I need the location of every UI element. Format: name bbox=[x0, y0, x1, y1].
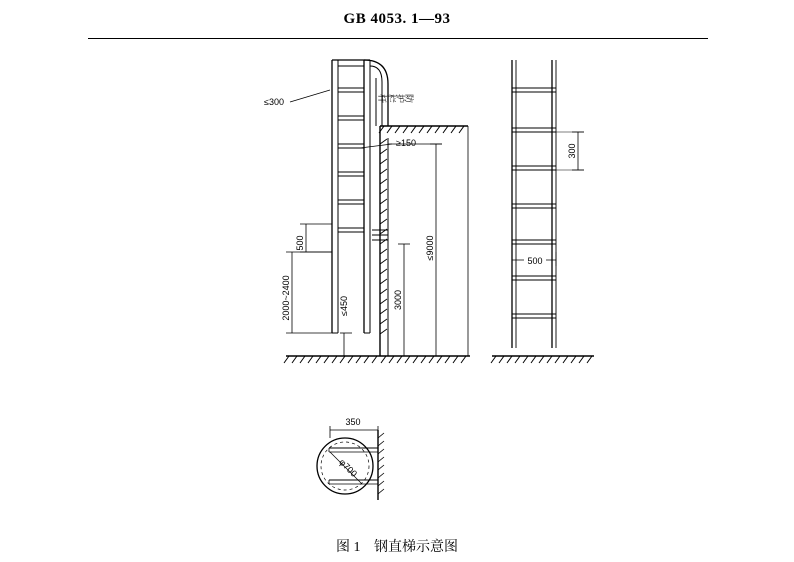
label-plan-width: 350 bbox=[345, 417, 361, 427]
header-divider bbox=[88, 38, 708, 39]
label-wall-gap: ≥150 bbox=[396, 138, 416, 148]
figure-caption-number: 图 1 bbox=[336, 540, 361, 555]
standard-number: GB 4053. 1—93 bbox=[343, 11, 451, 27]
figure-caption-text: 钢直梯示意图 bbox=[374, 540, 458, 555]
label-bottom-offset: 3000 bbox=[393, 289, 403, 311]
label-height-range: 2000~2400 bbox=[281, 275, 291, 321]
label-max-height: ≤9000 bbox=[425, 235, 435, 261]
label-base-clearance: ≤450 bbox=[339, 296, 349, 316]
page-header bbox=[0, 10, 794, 28]
figure-caption bbox=[0, 536, 794, 556]
elevation-dimensions bbox=[286, 90, 468, 356]
front-elevation-view bbox=[491, 60, 594, 363]
label-rail-extension: 防护栏杆 bbox=[378, 93, 414, 103]
label-plan-rung-width: 500 bbox=[527, 256, 543, 266]
figure-drawing bbox=[0, 48, 794, 518]
label-top-clearance: ≤300 bbox=[264, 97, 284, 107]
ladder-diagram-svg bbox=[0, 48, 794, 518]
label-plan-diameter: φ700 bbox=[337, 456, 360, 479]
label-rung-spacing: 500 bbox=[295, 235, 305, 251]
side-elevation-view bbox=[284, 60, 470, 363]
label-rung-spacing-side: 300 bbox=[567, 143, 577, 159]
elevation-labels bbox=[264, 93, 435, 321]
